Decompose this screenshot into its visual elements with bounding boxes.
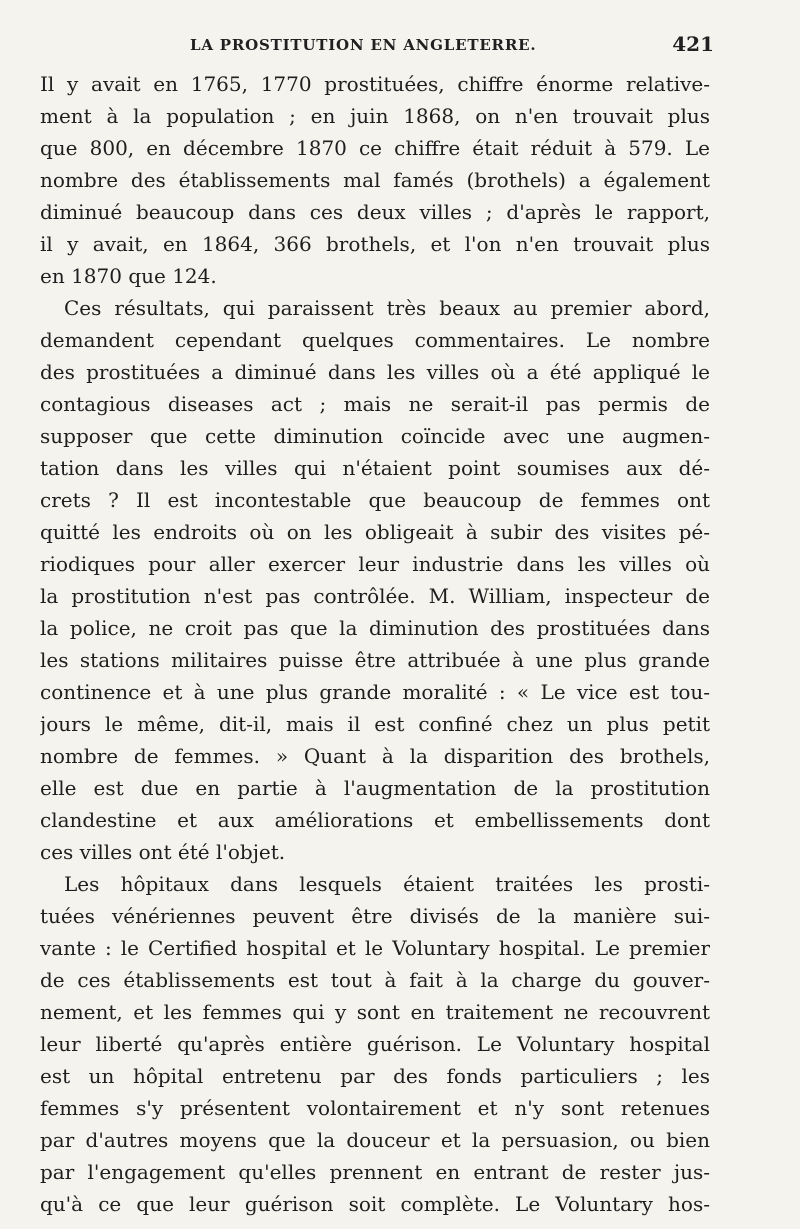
text-line: riodiques pour aller exercer leur industrie dans les villes où: [40, 552, 710, 576]
text-line: la prostitution n'est pas contrôlée. M. William, inspecteur de: [40, 584, 710, 608]
text-line: Il y avait en 1765, 1770 prostituées, chiffre énorme relative-: [40, 72, 710, 96]
page-number: 421: [672, 32, 714, 56]
text-line: elle est due en partie à l'augmentation de la prostitution: [40, 776, 710, 800]
text-line: nombre de femmes. » Quant à la disparition des brothels,: [40, 744, 710, 768]
text-line: est un hôpital entretenu par des fonds particuliers ; les: [40, 1064, 710, 1088]
text-line: leur liberté qu'après entière guérison. Le Voluntary hospital: [40, 1032, 710, 1056]
text-line: la police, ne croit pas que la diminution des prostituées dans: [40, 616, 710, 640]
text-line: Les hôpitaux dans lesquels étaient traitées les prosti-: [64, 872, 710, 896]
text-line: nombre des établissements mal famés (brothels) a également: [40, 168, 710, 192]
text-line: ces villes ont été l'objet.: [40, 840, 286, 864]
text-line: qu'à ce que leur guérison soit complète. Le Voluntary hos-: [40, 1192, 710, 1216]
text-line: tation dans les villes qui n'étaient point soumises aux dé-: [40, 456, 710, 480]
text-line: contagious diseases act ; mais ne serait-il pas permis de: [40, 392, 710, 416]
text-line: crets ? Il est incontestable que beaucoup de femmes ont: [40, 488, 710, 512]
text-line: quitté les endroits où on les obligeait à subir des visites pé-: [40, 520, 710, 544]
text-line: ment à la population ; en juin 1868, on n'en trouvait plus: [40, 104, 710, 128]
text-line: par d'autres moyens que la douceur et la persuasion, ou bien: [40, 1128, 710, 1152]
text-line: femmes s'y présentent volontairement et n'y sont retenues: [40, 1096, 710, 1120]
running-head: LA PROSTITUTION EN ANGLETERRE.: [190, 36, 537, 54]
text-line: tuées vénériennes peuvent être divisés de la manière sui-: [40, 904, 710, 928]
text-line: en 1870 que 124.: [40, 264, 217, 288]
text-line: diminué beaucoup dans ces deux villes ; d'après le rapport,: [40, 200, 710, 224]
text-line: par l'engagement qu'elles prennent en entrant de rester jus-: [40, 1160, 710, 1184]
text-line: jours le même, dit-il, mais il est confiné chez un plus petit: [40, 712, 710, 736]
text-line: que 800, en décembre 1870 ce chiffre était réduit à 579. Le: [40, 136, 710, 160]
text-line: clandestine et aux améliorations et embellissements dont: [40, 808, 710, 832]
body-text: [40, 68, 710, 1220]
text-line: nement, et les femmes qui y sont en traitement ne recouvrent: [40, 1000, 710, 1024]
text-line: des prostituées a diminué dans les villes où a été appliqué le: [40, 360, 710, 384]
text-line: de ces établissements est tout à fait à la charge du gouver-: [40, 968, 710, 992]
text-line: Ces résultats, qui paraissent très beaux au premier abord,: [64, 296, 710, 320]
text-line: les stations militaires puisse être attribuée à une plus grande: [40, 648, 710, 672]
page-header: [38, 30, 714, 62]
text-line: demandent cependant quelques commentaires. Le nombre: [40, 328, 710, 352]
text-line: il y avait, en 1864, 366 brothels, et l'on n'en trouvait plus: [40, 232, 710, 256]
text-line: supposer que cette diminution coïncide avec une augmen-: [40, 424, 710, 448]
text-line: vante : le Certified hospital et le Voluntary hospital. Le premier: [40, 936, 710, 960]
text-line: continence et à une plus grande moralité : « Le vice est tou-: [40, 680, 710, 704]
